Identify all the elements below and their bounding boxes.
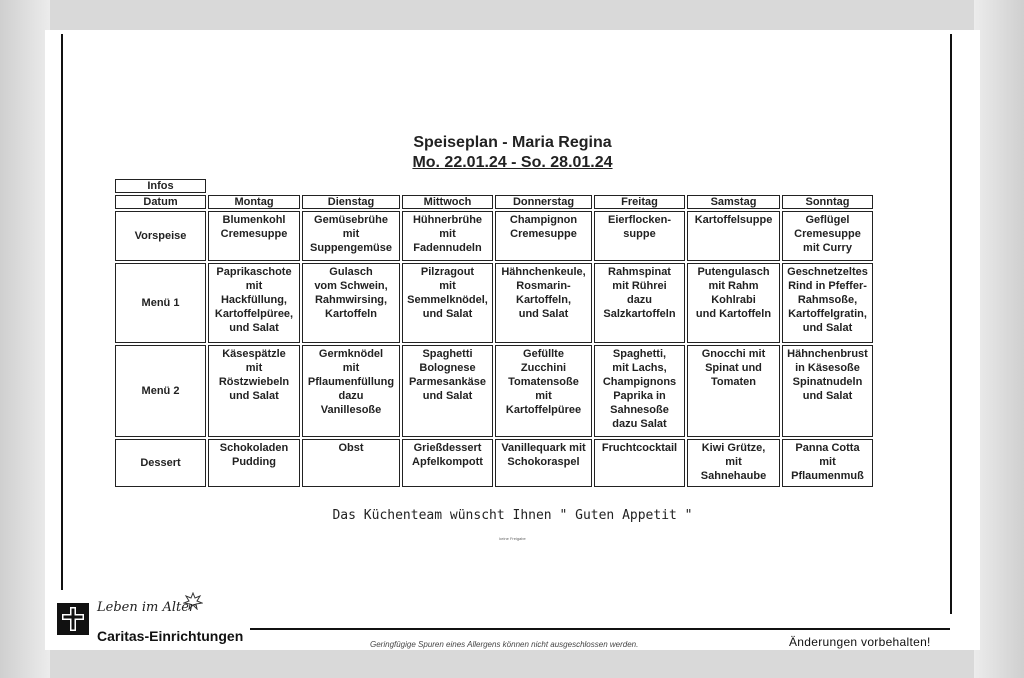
day-header: Montag: [208, 195, 300, 209]
dish-cell: Käsespätzle mit Röstzwiebeln und Salat: [208, 345, 300, 437]
dish-cell: Hühnerbrühe mit Fadennudeln: [402, 211, 493, 261]
dish-cell: Geschnetzeltes Rind in Pfeffer- Rahmsoße, Kartoffelgratin, und Salat: [782, 263, 873, 343]
dish-cell: Blumenkohl Cremesuppe: [208, 211, 300, 261]
background-left: [0, 0, 50, 678]
left-border-line: [61, 34, 63, 590]
right-border-line: [950, 34, 952, 614]
changes-note: Änderungen vorbehalten!: [789, 635, 931, 649]
background-right: [974, 0, 1024, 678]
dish-cell: Gulasch vom Schwein, Rahmwirsing, Kartoffeln: [302, 263, 400, 343]
day-header: Mittwoch: [402, 195, 493, 209]
menu-table: [113, 177, 875, 489]
day-header: Donnerstag: [495, 195, 592, 209]
date-range: Mo. 22.01.24 - So. 28.01.24: [412, 154, 613, 171]
row-label-menu-1: Menü 1: [115, 263, 206, 343]
dish-cell: Gnocchi mit Spinat und Tomaten: [687, 345, 780, 437]
dish-cell: Germknödel mit Pflaumenfüllung dazu Vanillesoße: [302, 345, 400, 437]
dish-cell: Spaghetti Bolognese Parmesankäse und Salat: [402, 345, 493, 437]
bottom-border-line: [250, 628, 950, 630]
dish-cell: Kartoffelsuppe: [687, 211, 780, 261]
dish-cell: Champignon Cremesuppe: [495, 211, 592, 261]
leaf-icon: [183, 592, 203, 610]
page-title: Speiseplan - Maria Regina: [413, 134, 612, 151]
dish-cell: Gefüllte Zucchini Tomatensoße mit Kartoffelpüree: [495, 345, 592, 437]
dish-cell: Fruchtcocktail: [594, 439, 685, 487]
dish-cell: Obst: [302, 439, 400, 487]
day-header: Sonntag: [782, 195, 873, 209]
datum-header: Datum: [115, 195, 206, 209]
logo-tagline: Leben im Alter: [97, 600, 196, 615]
dish-cell: Gemüsebrühe mit Suppengemüse: [302, 211, 400, 261]
dish-cell: Grießdessert Apfelkompott: [402, 439, 493, 487]
day-header: Freitag: [594, 195, 685, 209]
dish-cell: Kiwi Grütze, mit Sahnehaube: [687, 439, 780, 487]
logo-name: Caritas-Einrichtungen: [97, 628, 244, 644]
dish-cell: Putengulasch mit Rahm Kohlrabi und Kartoffeln: [687, 263, 780, 343]
dish-cell: Eierflocken- suppe: [594, 211, 685, 261]
day-header: Samstag: [687, 195, 780, 209]
dish-cell: Hähnchenkeule, Rosmarin- Kartoffeln, und Salat: [495, 263, 592, 343]
dish-cell: Vanillequark mit Schokoraspel: [495, 439, 592, 487]
dish-cell: Spaghetti, mit Lachs, Champignons Paprika in Sahnesoße dazu Salat: [594, 345, 685, 437]
dish-cell: Hähnchenbrust in Käsesoße Spinatnudeln und Salat: [782, 345, 873, 437]
row-label-dessert: Dessert: [115, 439, 206, 487]
infos-cell: Infos: [115, 179, 206, 193]
allergen-note: Geringfügige Spuren eines Allergens können nicht ausgeschlossen werden.: [370, 640, 639, 649]
dish-cell: Rahmspinat mit Rührei dazu Salzkartoffeln: [594, 263, 685, 343]
dish-cell: Geflügel Cremesuppe mit Curry: [782, 211, 873, 261]
day-header: Dienstag: [302, 195, 400, 209]
greeting-text: Das Küchenteam wünscht Ihnen " Guten Appetit ": [332, 508, 693, 523]
row-label-vorspeise: Vorspeise: [115, 211, 206, 261]
menu-sheet: [45, 30, 980, 650]
dish-cell: Pilzragout mit Semmelknödel, und Salat: [402, 263, 493, 343]
dish-cell: Panna Cotta mit Pflaumenmuß: [782, 439, 873, 487]
dish-cell: Paprikaschote mit Hackfüllung, Kartoffelpüree, und Salat: [208, 263, 300, 343]
caritas-logo: [57, 600, 267, 648]
tiny-note: keine Freigabe: [499, 536, 526, 541]
caritas-cross-icon: [57, 603, 89, 635]
row-label-menu-2: Menü 2: [115, 345, 206, 437]
dish-cell: Schokoladen Pudding: [208, 439, 300, 487]
